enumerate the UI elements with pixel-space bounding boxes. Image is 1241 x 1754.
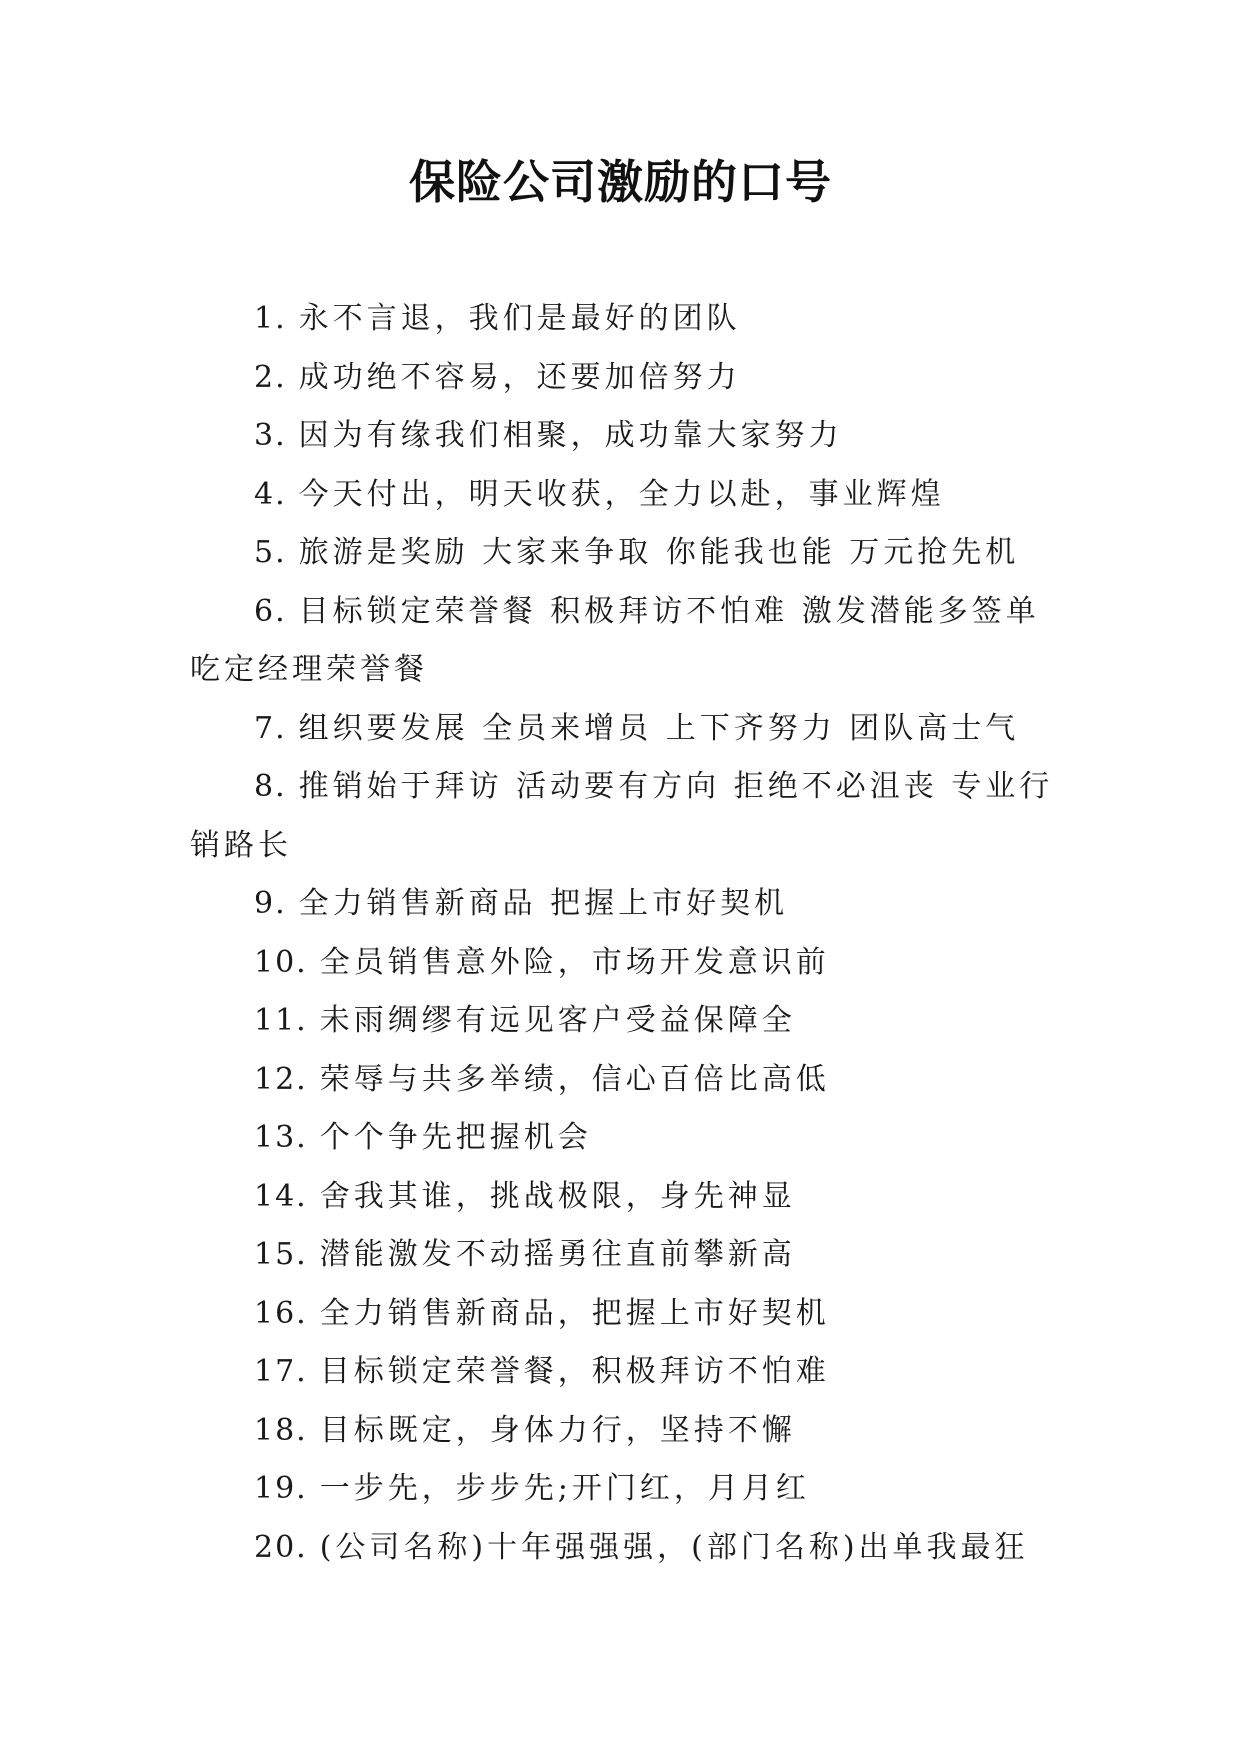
item-number: 3. (254, 418, 287, 453)
item-number: 4. (254, 476, 287, 512)
item-text: 永不言退，我们是最好的团队 (298, 301, 741, 336)
item-text: 组织要发展 全员来增员 上下齐努力 团队高士气 (298, 710, 1020, 746)
item-text: 因为有缘我们相聚，成功靠大家努力 (298, 418, 843, 453)
item-text: (公司名称)十年强强强，(部门名称)出单我最狂 (319, 1529, 1029, 1565)
item-text: 全力销售新商品，把握上市好契机 (319, 1295, 830, 1331)
list-item (190, 466, 1060, 525)
item-number: 5. (254, 535, 287, 570)
item-text: 目标既定，身体力行，坚持不懈 (319, 1412, 796, 1448)
item-text: 目标锁定荣誉餐 积极拜访不怕难 激发潜能多签单吃定经理荣誉餐 (190, 593, 1040, 687)
list-item (190, 524, 1060, 583)
item-text: 荣辱与共多举绩，信心百倍比高低 (319, 1061, 830, 1097)
item-text: 目标锁定荣誉餐，积极拜访不怕难 (319, 1354, 830, 1389)
item-number: 17. (254, 1354, 308, 1389)
item-text: 旅游是奖励 大家来争取 你能我也能 万元抢先机 (298, 535, 1020, 570)
list-item (190, 583, 1060, 700)
item-text: 全员销售意外险，市场开发意识前 (319, 944, 830, 980)
list-item (190, 934, 1060, 993)
item-number: 9. (254, 886, 287, 921)
item-number: 16. (254, 1295, 308, 1331)
item-text: 成功绝不容易，还要加倍努力 (298, 359, 741, 395)
item-number: 12. (254, 1061, 308, 1097)
list-item (190, 875, 1060, 934)
list-item (190, 349, 1060, 408)
list-item (190, 1519, 1060, 1578)
item-text: 一步先，步步先;开门红，月月红 (319, 1471, 810, 1506)
list-item (190, 290, 1060, 349)
item-number: 2. (254, 359, 287, 395)
slogan-list (190, 290, 1060, 1577)
list-item (190, 758, 1060, 875)
item-number: 11. (254, 1003, 308, 1038)
item-number: 20. (254, 1529, 308, 1565)
list-item (190, 1168, 1060, 1227)
item-text: 全力销售新商品 把握上市好契机 (298, 886, 789, 921)
item-text: 今天付出，明天收获，全力以赴，事业辉煌 (298, 476, 945, 512)
item-number: 1. (254, 301, 287, 336)
list-item (190, 1109, 1060, 1168)
item-number: 7. (254, 710, 287, 746)
list-item (190, 992, 1060, 1051)
item-number: 18. (254, 1412, 308, 1448)
page-title: 保险公司激励的口号 (409, 155, 832, 209)
list-item (190, 700, 1060, 759)
item-number: 10. (254, 944, 308, 980)
item-number: 15. (254, 1237, 308, 1272)
list-item (190, 1051, 1060, 1110)
item-text: 推销始于拜访 活动要有方向 拒绝不必沮丧 专业行销路长 (190, 769, 1054, 863)
list-item (190, 407, 1060, 466)
item-number: 13. (254, 1120, 308, 1155)
item-text: 个个争先把握机会 (319, 1120, 592, 1155)
list-item (190, 1343, 1060, 1402)
list-item (190, 1460, 1060, 1519)
list-item (190, 1285, 1060, 1344)
item-text: 舍我其谁，挑战极限，身先神显 (319, 1178, 796, 1214)
item-text: 未雨绸缪有远见客户受益保障全 (319, 1003, 796, 1038)
item-number: 8. (254, 769, 287, 804)
item-text: 潜能激发不动摇勇往直前攀新高 (319, 1237, 796, 1272)
item-number: 19. (254, 1471, 308, 1506)
list-item (190, 1402, 1060, 1461)
item-number: 6. (254, 593, 287, 629)
item-number: 14. (254, 1178, 308, 1214)
list-item (190, 1226, 1060, 1285)
